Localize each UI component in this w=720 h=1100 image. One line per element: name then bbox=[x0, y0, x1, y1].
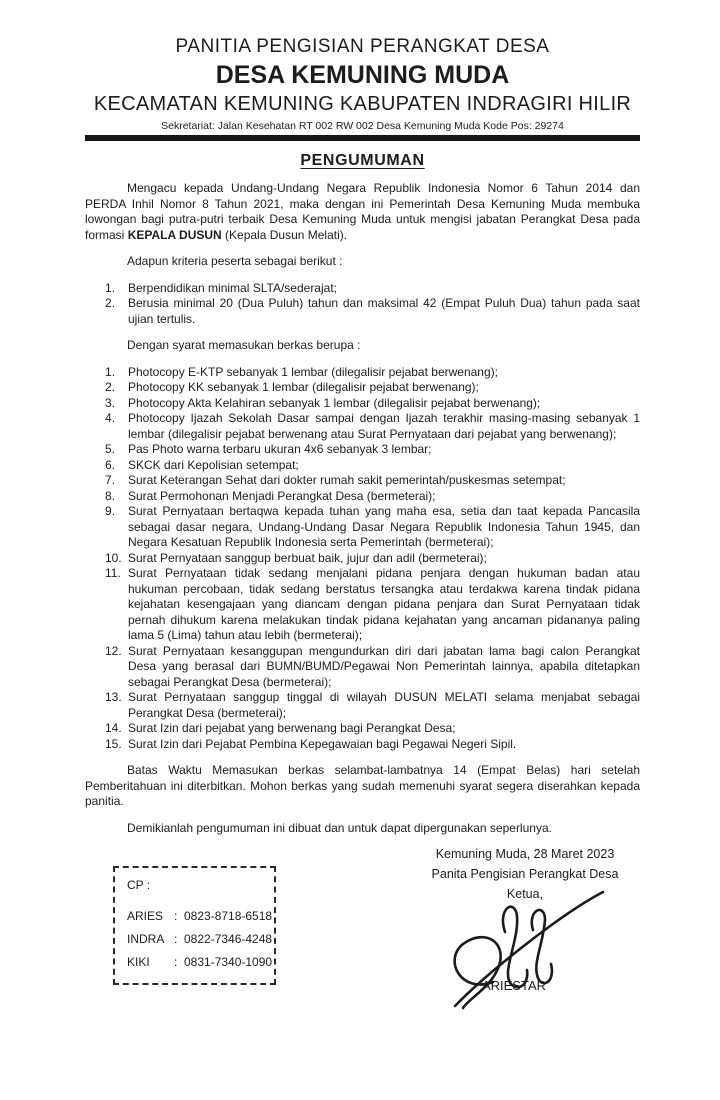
requirements-list bbox=[105, 365, 640, 753]
requirement-item bbox=[105, 644, 640, 691]
contact-phone: 0822-7346-4248 bbox=[184, 932, 273, 946]
contact-box bbox=[113, 866, 276, 985]
letterhead-divider bbox=[85, 135, 640, 141]
criteria-list bbox=[105, 281, 640, 328]
contact-separator: : bbox=[174, 932, 178, 946]
contact-entry bbox=[127, 955, 273, 969]
requirement-item-text: Surat Pernyataan sanggup tinggal di wilayah DUSUN MELATI selama menjabat sebagai Perangkat Desa (bermeterai); bbox=[128, 690, 640, 720]
contact-name: ARIES bbox=[127, 909, 164, 923]
requirement-item bbox=[105, 365, 640, 381]
criteria-item bbox=[105, 281, 640, 297]
requirement-item bbox=[105, 504, 640, 551]
contact-separator: : bbox=[174, 909, 178, 923]
criteria-intro: Adapun kriteria peserta sebagai berikut : bbox=[127, 254, 343, 268]
requirement-item bbox=[105, 737, 640, 753]
requirement-item-text: Surat Permohonan Menjadi Perangkat Desa (bermeterai); bbox=[128, 488, 436, 503]
signature-block bbox=[405, 844, 645, 1004]
place-date: Kemuning Muda, 28 Maret 2023 bbox=[435, 847, 615, 861]
requirement-item-text: Photocopy KK sebanyak 1 lembar (dilegalisir pejabat berwenang); bbox=[128, 380, 479, 394]
contact-name: KIKI bbox=[127, 955, 150, 969]
signatory-name: ARIESTAR bbox=[481, 978, 547, 993]
requirement-item bbox=[105, 411, 640, 442]
requirement-item bbox=[105, 473, 640, 489]
closing-statement: Demikianlah pengumuman ini dibuat dan untuk dapat dipergunakan seperlunya. bbox=[127, 820, 552, 835]
committee-line: Panita Pengisian Perangkat Desa bbox=[431, 867, 619, 881]
requirement-item bbox=[105, 721, 640, 737]
requirement-item-text: Surat Pernyataan tidak sedang menjalani pidana penjara dengan hukuman badan atau hukuman percobaan, tidak sedang berstatus tersangka atau terdakwa karena tindak pidana kejahatan kesengajaan yang diancam dengan pidana penjara dan Surat Pernyataan tidak pernah dihukum karena melakukan tindak pidana kejahatan yang ancaman pidananya paling lama 5 (Lima) tahun atau lebih (bermeterai); bbox=[128, 566, 640, 642]
intro-position-name: KEPALA DUSUN bbox=[127, 227, 222, 242]
criteria-item-text: Berpendidikan minimal SLTA/sederajat; bbox=[128, 280, 337, 295]
contact-name: INDRA bbox=[127, 932, 165, 946]
requirement-item-text: Photocopy Ijazah Sekolah Dasar sampai dengan Ijazah terakhir masing-masing sebanyak 1 lembar (dilegalisir pejabat berwenang atau Surat Pernyataan dari pejabat yang berwenang); bbox=[128, 411, 640, 441]
contact-separator: : bbox=[174, 955, 178, 969]
requirement-item bbox=[105, 489, 640, 505]
contact-list bbox=[127, 909, 273, 969]
closing-deadline-paragraph: Batas Waktu Memasukan berkas selambat-lambatnya 14 (Empat Belas) hari setelah Pemberitahuan ini diterbitkan. Mohon berkas yang sudah memenuhi syarat segera diserahkan kepada panitia. bbox=[85, 763, 640, 808]
requirement-item-text: SKCK dari Kepolisian setempat; bbox=[128, 457, 299, 472]
requirements-intro: Dengan syarat memasukan berkas berupa : bbox=[127, 338, 361, 352]
intro-text-after: (Kepala Dusun Melati). bbox=[221, 227, 348, 242]
letterhead bbox=[85, 36, 640, 132]
letterhead-district-line: KECAMATAN KEMUNING KABUPATEN INDRAGIRI HILIR bbox=[93, 93, 632, 115]
contact-entry bbox=[127, 909, 273, 923]
requirement-item bbox=[105, 458, 640, 474]
criteria-item-text: Berusia minimal 20 (Dua Puluh) tahun dan maksimal 42 (Empat Puluh Dua) tahun pada saat ujian tertulis. bbox=[128, 296, 640, 326]
document-title: PENGUMUMAN bbox=[300, 152, 425, 169]
footer bbox=[85, 844, 640, 1074]
requirement-item-text: Photocopy E-KTP sebanyak 1 lembar (dilegalisir pejabat berwenang); bbox=[128, 364, 498, 379]
requirement-item-text: Surat Pernyataan sanggup berbuat baik, jujur dan adil (bermeterai); bbox=[128, 550, 487, 565]
requirement-item-text: Photocopy Akta Kelahiran sebanyak 1 lembar (dilegalisir pejabat berwenang); bbox=[128, 395, 541, 410]
intro-paragraph bbox=[85, 181, 640, 243]
criteria-item bbox=[105, 296, 640, 327]
requirement-item-text: Surat Pernyataan kesanggupan mengundurkan diri dari jabatan lama bagi calon Perangkat Desa yang berasal dari BUMN/BUMD/Pegawai Non Pemerintah lainnya, apabila ditetapkan sebagai Perangkat Desa (bermeterai); bbox=[128, 643, 640, 689]
letterhead-village-name: DESA KEMUNING MUDA bbox=[215, 61, 510, 89]
signature-area bbox=[405, 904, 645, 1004]
requirement-item-text: Surat Izin dari pejabat yang berwenang bagi Perangkat Desa; bbox=[128, 721, 456, 735]
requirement-item-text: Pas Photo warna terbaru ukuran 4x6 sebanyak 3 lembar; bbox=[128, 442, 432, 456]
requirement-item-text: Surat Izin dari Pejabat Pembina Kepegawaian bagi Pegawai Negeri Sipil. bbox=[128, 736, 517, 751]
letterhead-committee-line: PANITIA PENGISIAN PERANGKAT DESA bbox=[175, 36, 550, 57]
requirement-item bbox=[105, 396, 640, 412]
requirement-item-text: Surat Pernyataan bertaqwa kepada tuhan yang maha esa, setia dan taat kepada Pancasila sebagai dasar negara, Undang-Undang Dasar Negara Republik Indonesia Tahun 1945, dan Negara Kesatuan Republik Indonesia serta Pemerintah (bermeterai); bbox=[128, 504, 640, 549]
intro-text-before: Mengacu kepada Undang-Undang Negara Republik Indonesia Nomor 6 Tahun 2014 dan PERDA Inhil Nomor 8 Tahun 2021, maka dengan ini Pemerintah Desa Kemuning Muda membuka lowongan bagi putra-putri terbaik Desa Kemuning Muda untuk mengisi jabatan Perangkat Desa pada formasi bbox=[85, 181, 640, 242]
letterhead-secretariat-address: Sekretariat: Jalan Kesehatan RT 002 RW 002 Desa Kemuning Muda Kode Pos: 29274 bbox=[161, 120, 564, 132]
role-label: Ketua, bbox=[506, 887, 544, 901]
contact-phone: 0823-8718-6518 bbox=[184, 909, 273, 923]
requirement-item bbox=[105, 380, 640, 396]
requirement-item bbox=[105, 551, 640, 567]
requirement-item bbox=[105, 566, 640, 644]
contact-entry bbox=[127, 932, 273, 946]
requirement-item bbox=[105, 690, 640, 721]
requirement-item-text: Surat Keterangan Sehat dari dokter rumah sakit pemerintah/puskesmas setempat; bbox=[128, 473, 566, 487]
contact-phone: 0831-7340-1090 bbox=[184, 955, 273, 969]
contact-label: CP : bbox=[127, 878, 151, 892]
requirement-item bbox=[105, 442, 640, 458]
